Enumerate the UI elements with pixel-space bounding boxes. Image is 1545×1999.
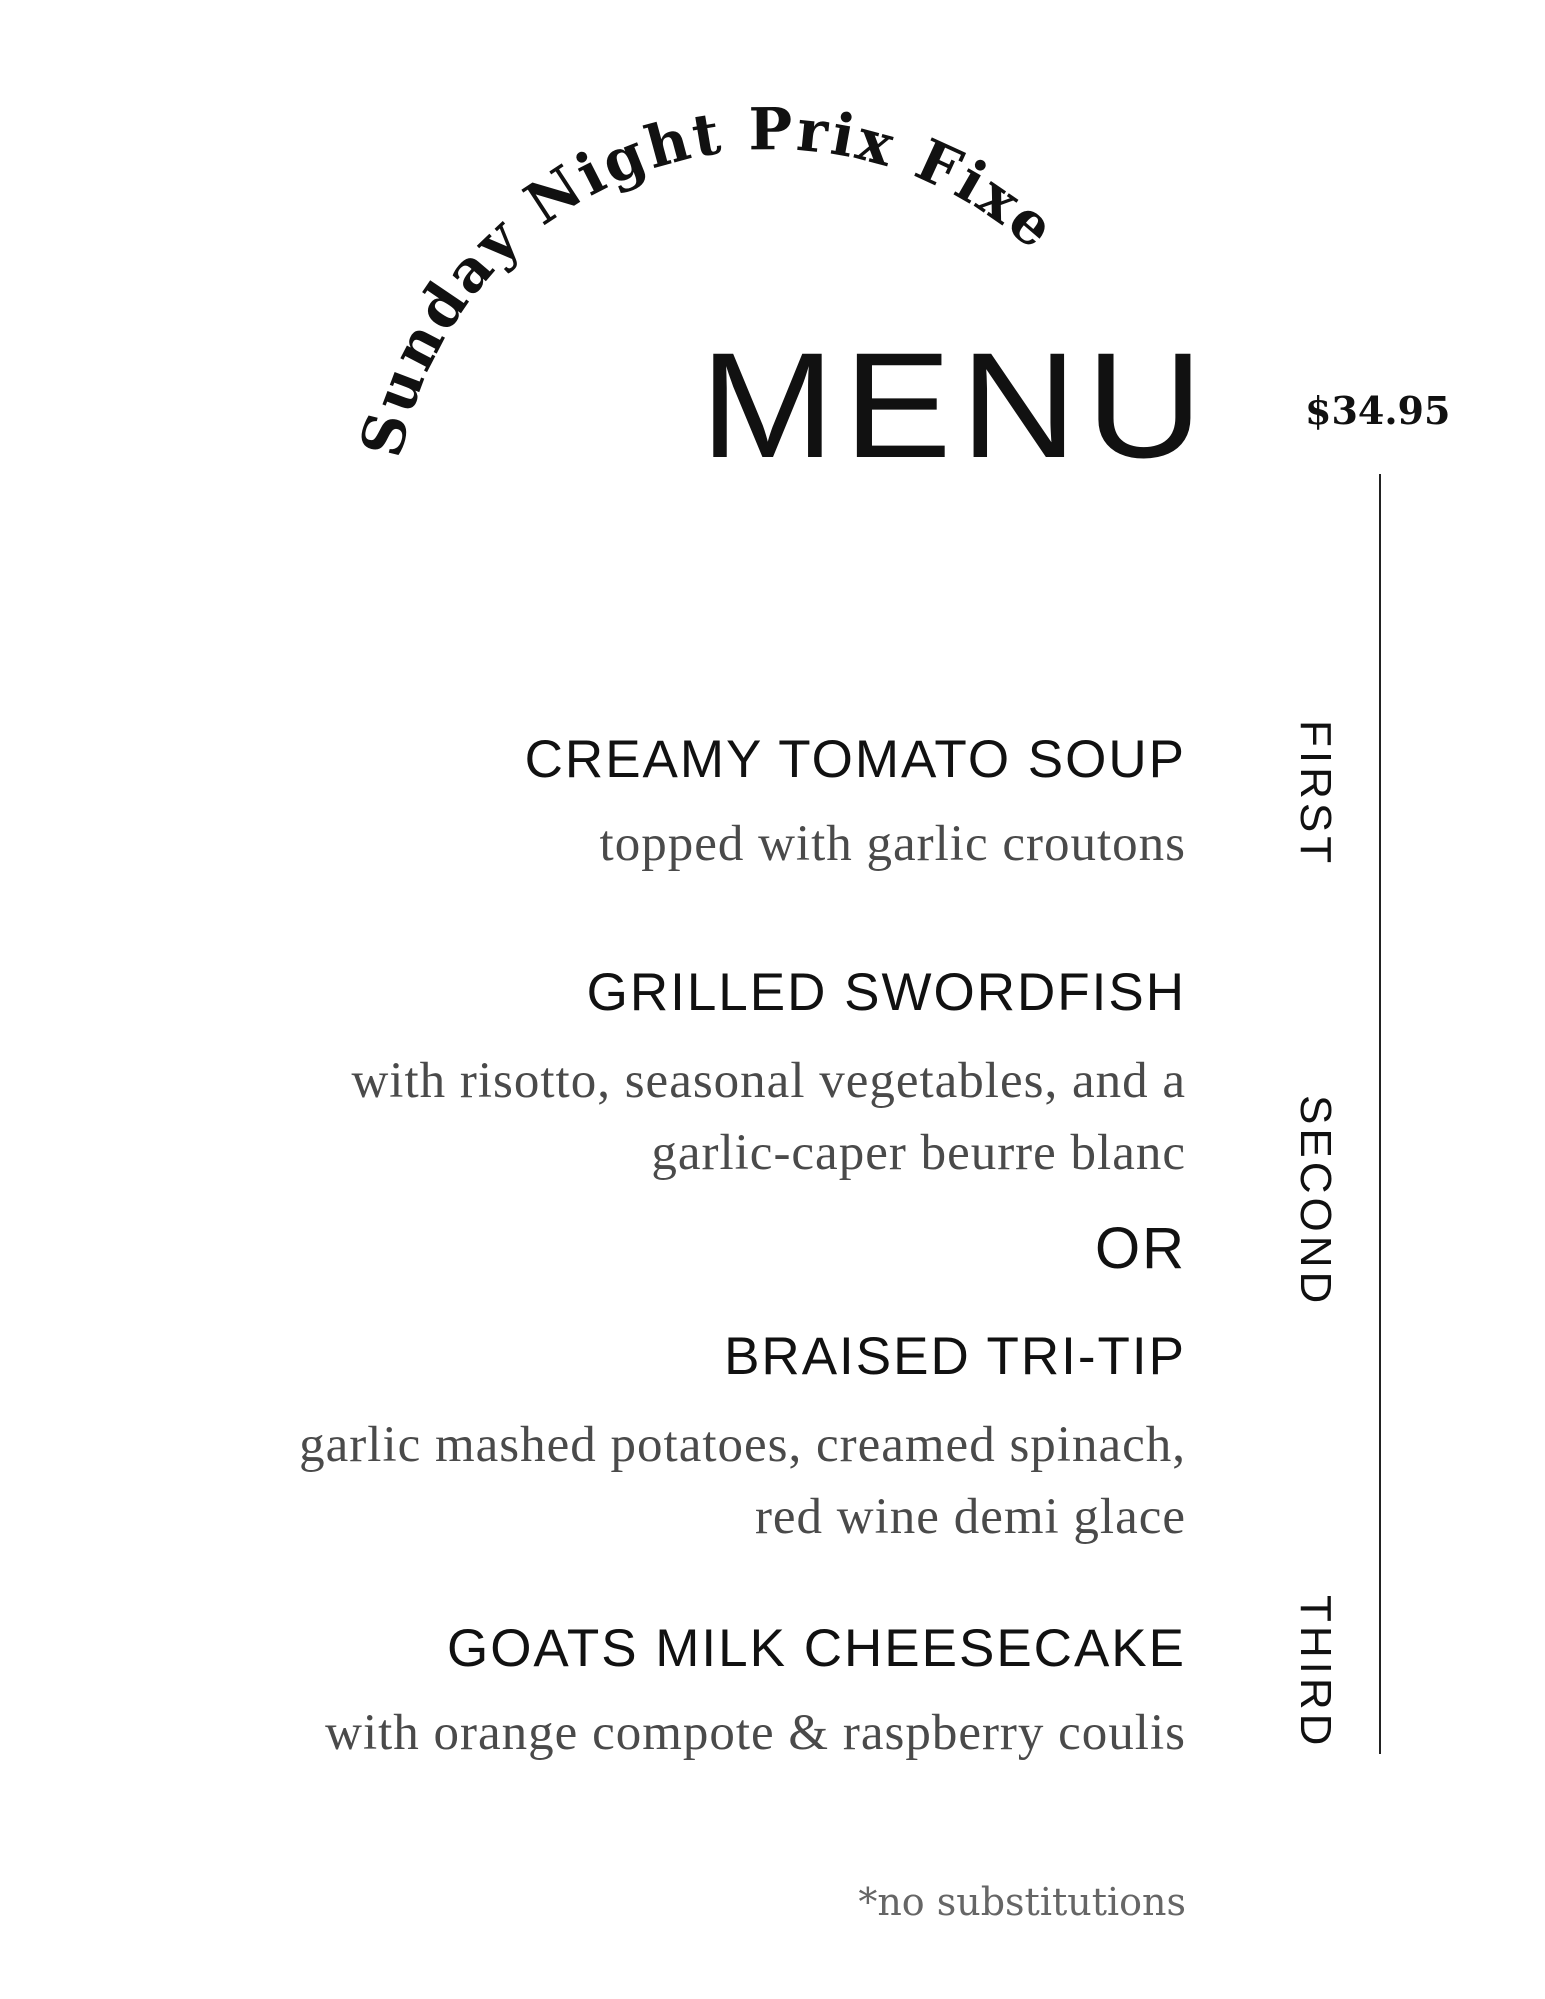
- menu-item-tri-tip: [299, 1327, 1186, 1553]
- description-line: red wine demi glace: [754, 1489, 1186, 1545]
- description-line: with orange compote & raspberry coulis: [325, 1705, 1186, 1761]
- price-label: $34.95: [1305, 388, 1451, 433]
- course-label-third: THIRD: [1291, 1595, 1340, 1750]
- dish-name: GOATS MILK CHEESECAKE: [446, 1619, 1186, 1678]
- dish-description: [325, 1697, 1186, 1769]
- menu-item-tomato-soup: [524, 730, 1186, 880]
- description-line: garlic-caper beurre blanc: [651, 1125, 1186, 1181]
- dish-name: BRAISED TRI-TIP: [724, 1327, 1186, 1386]
- dish-description: [525, 808, 1186, 880]
- dish-name: GRILLED SWORDFISH: [586, 963, 1186, 1022]
- course-label-first: FIRST: [1291, 720, 1340, 868]
- menu-item-swordfish: [351, 963, 1186, 1189]
- footer-note: *no substitutions: [858, 1880, 1186, 1924]
- description-line: garlic mashed potatoes, creamed spinach,: [299, 1417, 1186, 1473]
- page-title: MENU: [700, 321, 1212, 489]
- dish-name: CREAMY TOMATO SOUP: [524, 730, 1186, 789]
- description-line: topped with garlic croutons: [599, 816, 1186, 872]
- subtitle-textpath: Sunday Night Prix Fixe: [346, 95, 1071, 464]
- dish-description: [299, 1409, 1186, 1553]
- or-separator: OR: [1095, 1216, 1186, 1281]
- description-line: with risotto, seasonal vegetables, and a: [351, 1053, 1186, 1109]
- vertical-divider: [1379, 474, 1381, 1754]
- menu-item-cheesecake: [325, 1619, 1186, 1769]
- course-label-second: SECOND: [1291, 1095, 1340, 1308]
- dish-description: [351, 1045, 1186, 1189]
